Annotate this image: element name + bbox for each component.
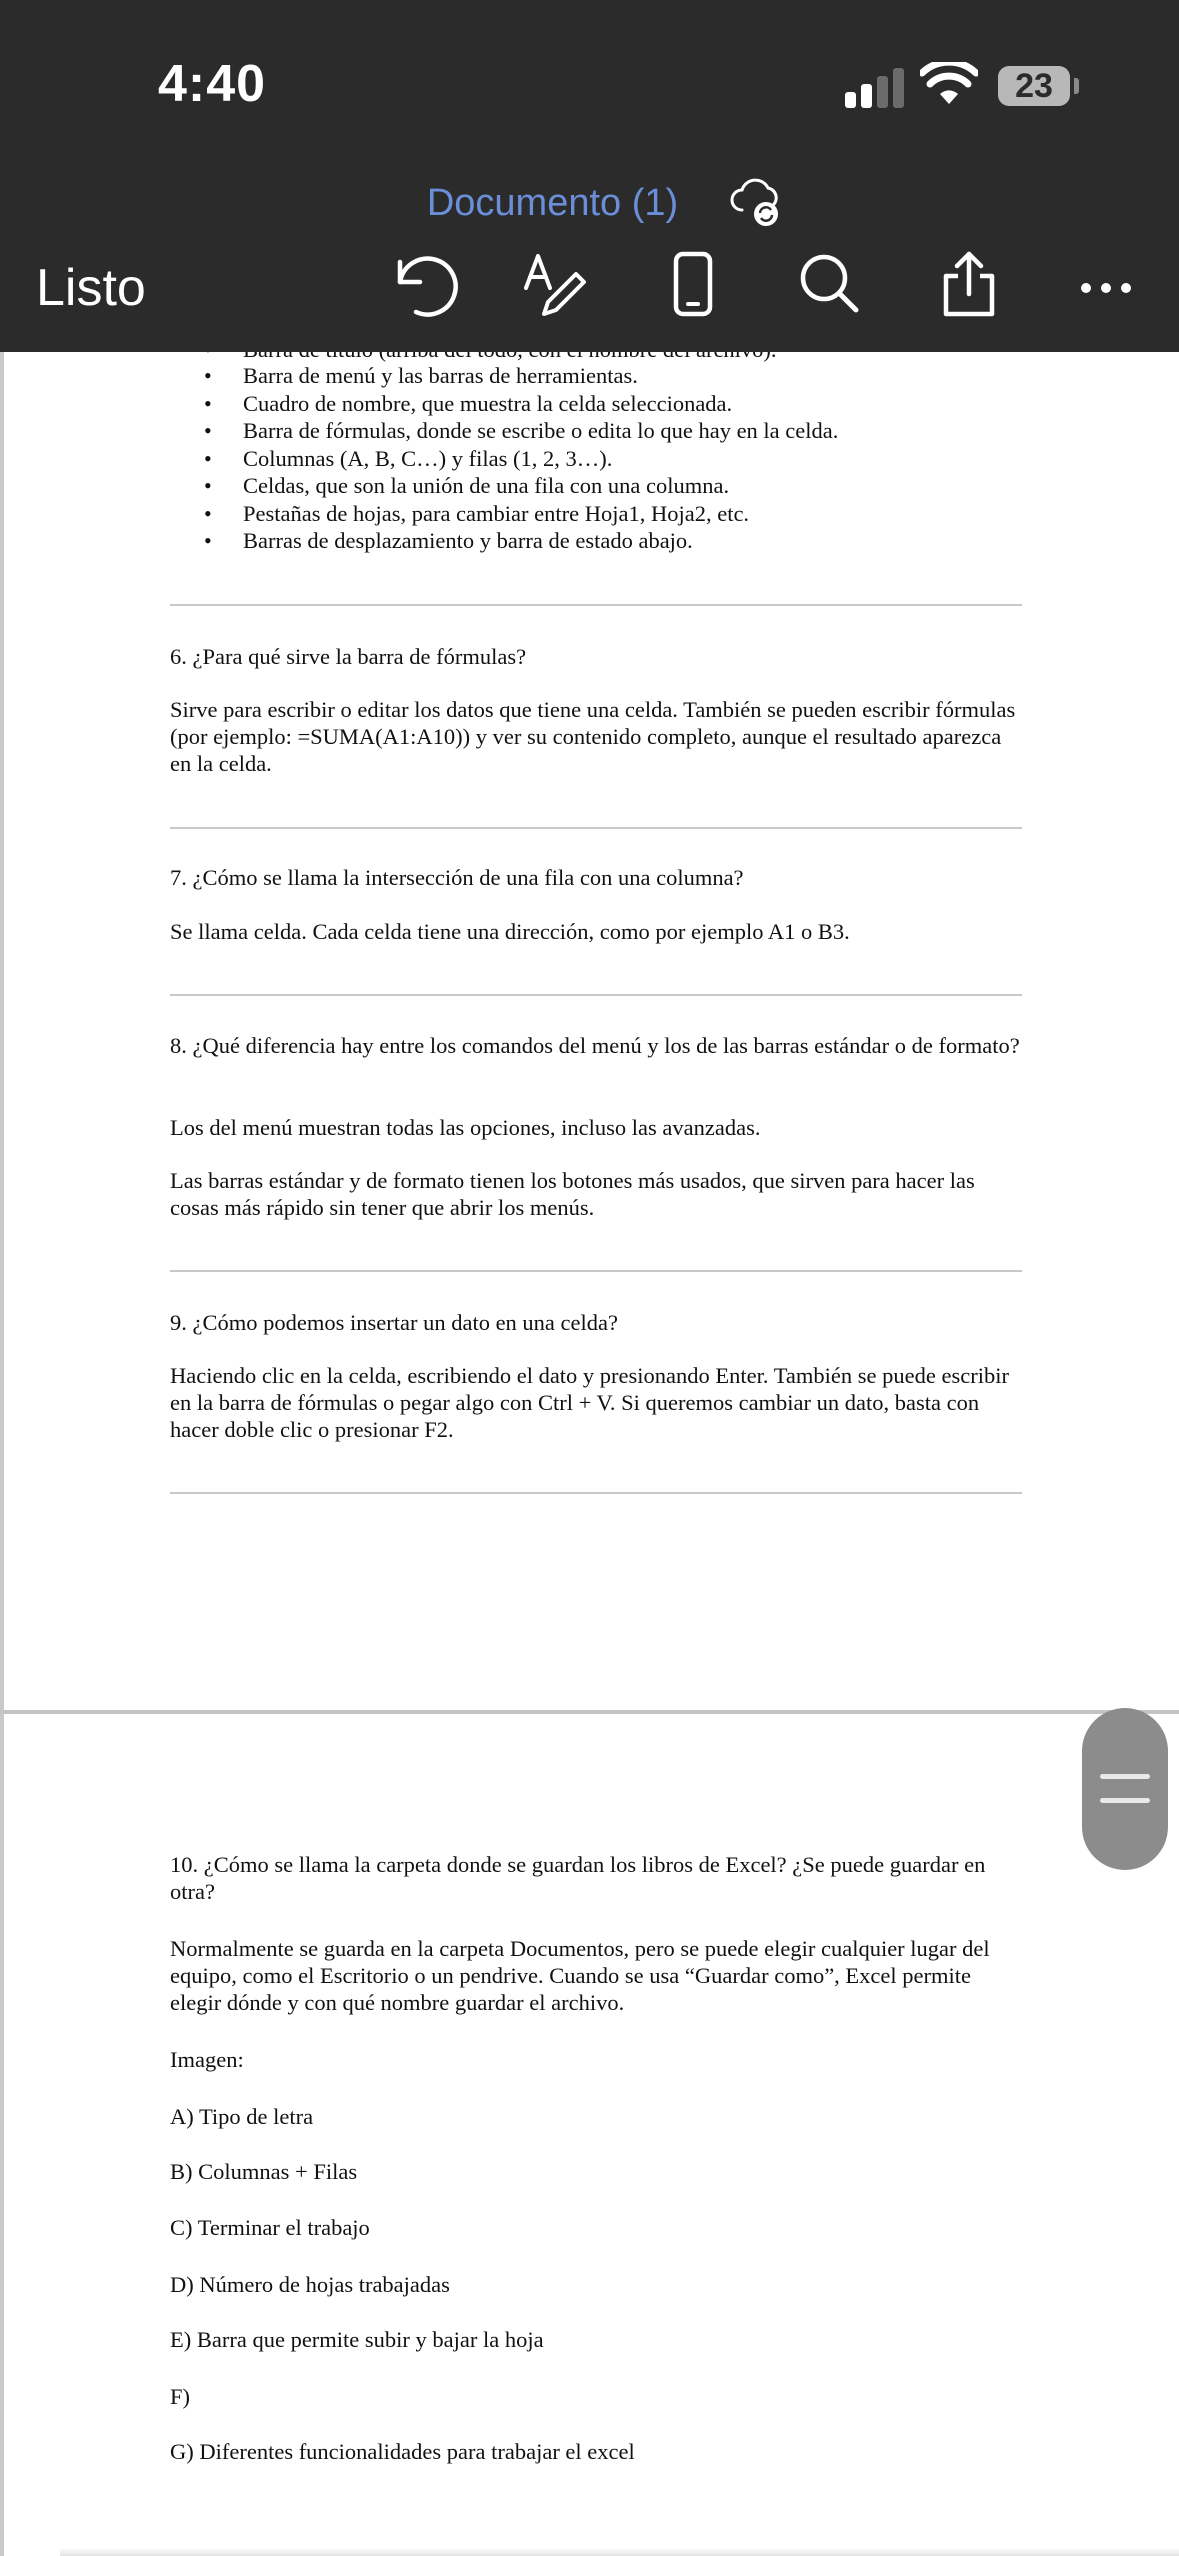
- option-e: E) Barra que permite subir y bajar la hoja: [170, 2327, 544, 2352]
- question-9: 9. ¿Cómo podemos insertar un dato en una celda?: [170, 1310, 618, 1335]
- mobile-view-icon[interactable]: [668, 248, 718, 320]
- answer-8-part-1: Los del menú muestran todas las opciones, incluso las avanzadas.: [170, 1115, 761, 1140]
- top-toolbar: [0, 0, 1179, 352]
- wifi-icon: [920, 62, 978, 106]
- option-c: C) Terminar el trabajo: [170, 2215, 370, 2240]
- question-10: 10. ¿Cómo se llama la carpeta donde se guardan los libros de Excel? ¿Se puede guardar en otra?: [170, 1852, 986, 1904]
- option-g: G) Diferentes funcionalidades para trabajar el excel: [170, 2439, 635, 2464]
- divider: [170, 994, 1022, 996]
- divider: [170, 827, 1022, 829]
- status-time: 4:40: [158, 55, 267, 113]
- question-8: 8. ¿Qué diferencia hay entre los comandos del menú y los de las barras estándar o de formato?: [170, 1033, 1020, 1058]
- document-title[interactable]: Documento (1): [426, 182, 679, 224]
- option-f: F): [170, 2384, 191, 2409]
- cloud-sync-icon[interactable]: [728, 176, 784, 228]
- answer-9: Haciendo clic en la celda, escribiendo el dato y presionando Enter. También se puede escribir en la barra de fórmulas o pegar algo con Ctrl + V. Si queremos cambiar un dato, basta con hacer doble clic o presionar F2.: [170, 1363, 1009, 1442]
- more-icon[interactable]: [1080, 248, 1134, 320]
- battery-icon: [1074, 78, 1079, 94]
- option-a: A) Tipo de letra: [170, 2104, 314, 2129]
- image-label: Imagen:: [170, 2047, 244, 2072]
- search-icon[interactable]: [796, 248, 862, 320]
- page-bottom-shadow: [60, 2548, 1179, 2556]
- bullet-list: [170, 362, 1030, 555]
- bullet-item: • Barra de fórmulas, donde se escribe o edita lo que hay en la celda.: [170, 417, 1030, 445]
- undo-icon[interactable]: [388, 248, 458, 320]
- share-icon[interactable]: [936, 248, 1002, 320]
- option-b: B) Columnas + Filas: [170, 2159, 358, 2184]
- divider: [170, 1492, 1022, 1494]
- page-edge: [0, 352, 4, 2556]
- scroll-handle[interactable]: [1082, 1708, 1168, 1870]
- question-7: 7. ¿Cómo se llama la intersección de una fila con una columna?: [170, 865, 744, 890]
- answer-10: Normalmente se guarda en la carpeta Documentos, pero se puede elegir cualquier lugar del equipo, como el Escritorio o un pendrive. Cuando se usa “Guardar como”, Excel permite elegir dónde y con qué nombre guardar el archivo.: [170, 1936, 990, 2015]
- battery-level: 23: [998, 66, 1070, 106]
- bullet-item: • Barra de menú y las barras de herramientas.: [170, 362, 1030, 390]
- option-d: D) Número de hojas trabajadas: [170, 2272, 450, 2297]
- bullet-item: • Celdas, que son la unión de una fila con una columna.: [170, 472, 1030, 500]
- bullet-item: • Columnas (A, B, C…) y filas (1, 2, 3…).: [170, 445, 1030, 473]
- answer-8-part-2: Las barras estándar y de formato tienen los botones más usados, que sirven para hacer las cosas más rápido sin tener que abrir los menús.: [170, 1168, 975, 1220]
- cellular-signal-icon: [845, 68, 905, 108]
- answer-6: Sirve para escribir o editar los datos que tiene una celda. También se pueden escribir fórmulas (por ejemplo: =SUMA(A1:A10)) y ver su contenido completo, aunque el resultado aparezca en la celda.: [170, 697, 1016, 776]
- question-6: 6. ¿Para qué sirve la barra de fórmulas?: [170, 644, 527, 669]
- bullet-item: • Pestañas de hojas, para cambiar entre Hoja1, Hoja2, etc.: [170, 500, 1030, 528]
- done-button[interactable]: Listo: [36, 259, 146, 317]
- draw-icon[interactable]: [520, 248, 590, 320]
- divider: [170, 1270, 1022, 1272]
- bullet-item: • Barras de desplazamiento y barra de estado abajo.: [170, 527, 1030, 555]
- divider: [170, 604, 1022, 606]
- answer-7: Se llama celda. Cada celda tiene una dirección, como por ejemplo A1 o B3.: [170, 919, 850, 944]
- bullet-item: • Cuadro de nombre, que muestra la celda seleccionada.: [170, 390, 1030, 418]
- page-break: [0, 1710, 1179, 1714]
